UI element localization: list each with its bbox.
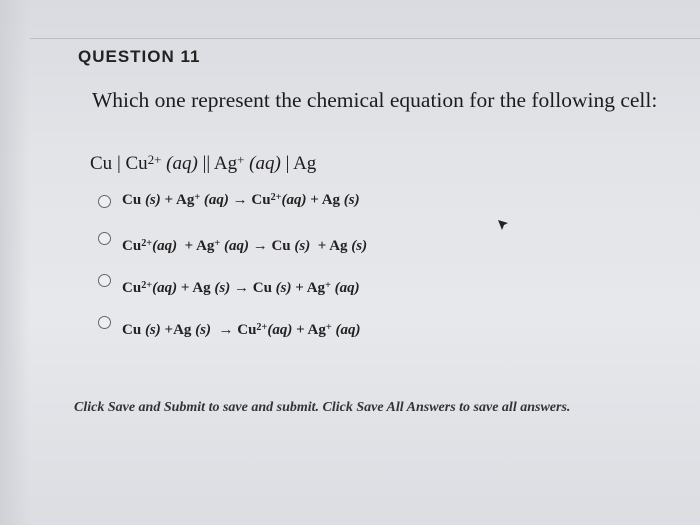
cell-aq-1: (aq) bbox=[166, 153, 198, 174]
cell-sep-1: | bbox=[116, 153, 121, 174]
opt4-p8: (aq) bbox=[335, 322, 361, 338]
opt3-p8: (aq) bbox=[334, 280, 360, 296]
opt3-p4: (s) bbox=[214, 280, 231, 296]
opt3-c1: 2+ bbox=[141, 280, 153, 292]
opt1-p5: → Cu bbox=[232, 192, 271, 208]
opt4-p1: Cu bbox=[122, 322, 142, 338]
opt4-p7: + Ag bbox=[296, 322, 326, 338]
cell-notation bbox=[90, 153, 316, 175]
opt4-c2: + bbox=[325, 322, 332, 334]
opt3-p2: (aq) bbox=[152, 280, 178, 296]
cell-cu: Cu bbox=[90, 153, 113, 174]
opt1-p7: + Ag bbox=[310, 192, 341, 208]
opt3-p1: Cu bbox=[122, 280, 142, 296]
cell-salt-bridge: || bbox=[202, 153, 211, 174]
cell-ag: Ag bbox=[293, 153, 317, 174]
opt2-p5: → Cu bbox=[252, 238, 291, 254]
opt2-p2: (aq) bbox=[152, 238, 178, 254]
opt2-p4: (aq) bbox=[223, 238, 249, 254]
opt3-c2: + bbox=[325, 280, 331, 292]
opt3-p3: + Ag bbox=[180, 280, 211, 296]
opt3-p5: → Cu bbox=[233, 280, 272, 296]
radio-button-icon[interactable] bbox=[98, 232, 111, 245]
opt2-p1: Cu bbox=[122, 238, 142, 254]
opt2-p3: + Ag bbox=[184, 238, 215, 254]
opt1-p2: (s) bbox=[144, 192, 161, 208]
opt2-c2: + bbox=[214, 238, 221, 250]
option-3-equation bbox=[122, 280, 360, 297]
opt3-p6: (s) bbox=[275, 280, 292, 296]
opt1-p6: (aq) bbox=[281, 192, 307, 208]
question-prompt: Which one represent the chemical equation for the following cell: bbox=[92, 88, 658, 112]
opt4-c1: 2+ bbox=[256, 322, 268, 334]
cell-ag-ion: Ag bbox=[213, 153, 238, 174]
opt4-p4: (s) bbox=[195, 322, 211, 338]
radio-button-icon[interactable] bbox=[98, 274, 111, 287]
opt4-p6: (aq) bbox=[267, 322, 293, 338]
opt2-p7: + Ag bbox=[317, 238, 348, 254]
opt1-p1: Cu bbox=[122, 192, 142, 208]
opt1-c2: 2+ bbox=[270, 192, 282, 204]
cell-cu-charge: 2+ bbox=[147, 152, 162, 168]
opt1-p4: (aq) bbox=[203, 192, 229, 208]
page-edge-shadow bbox=[0, 0, 30, 525]
option-4-equation bbox=[122, 322, 360, 339]
radio-button-icon[interactable] bbox=[98, 195, 111, 208]
opt2-c1: 2+ bbox=[141, 238, 153, 250]
question-title: QUESTION 11 bbox=[78, 47, 201, 66]
opt1-p8: (s) bbox=[343, 192, 360, 208]
opt1-p3: + Ag bbox=[164, 192, 195, 208]
option-1-equation bbox=[122, 192, 360, 209]
option-2-equation bbox=[122, 238, 367, 255]
cell-ag-charge: + bbox=[237, 152, 245, 168]
opt4-p3: +Ag bbox=[164, 322, 192, 338]
cell-sep-2: | bbox=[285, 153, 290, 174]
cell-aq-2: (aq) bbox=[249, 153, 281, 174]
opt2-p6: (s) bbox=[294, 238, 311, 254]
save-instructions: Click Save and Submit to save and submit. Click Save All Answers to save all answers. bbox=[74, 400, 571, 415]
opt3-p7: + Ag bbox=[295, 280, 326, 296]
cell-cu-ion: Cu bbox=[125, 153, 148, 174]
top-divider bbox=[30, 38, 700, 39]
opt4-p5: → Cu bbox=[218, 322, 257, 338]
opt2-p8: (s) bbox=[351, 238, 368, 254]
opt1-c1: + bbox=[194, 192, 201, 204]
opt4-p2: (s) bbox=[144, 322, 161, 338]
mouse-pointer-icon bbox=[496, 218, 510, 232]
radio-button-icon[interactable] bbox=[98, 316, 111, 329]
